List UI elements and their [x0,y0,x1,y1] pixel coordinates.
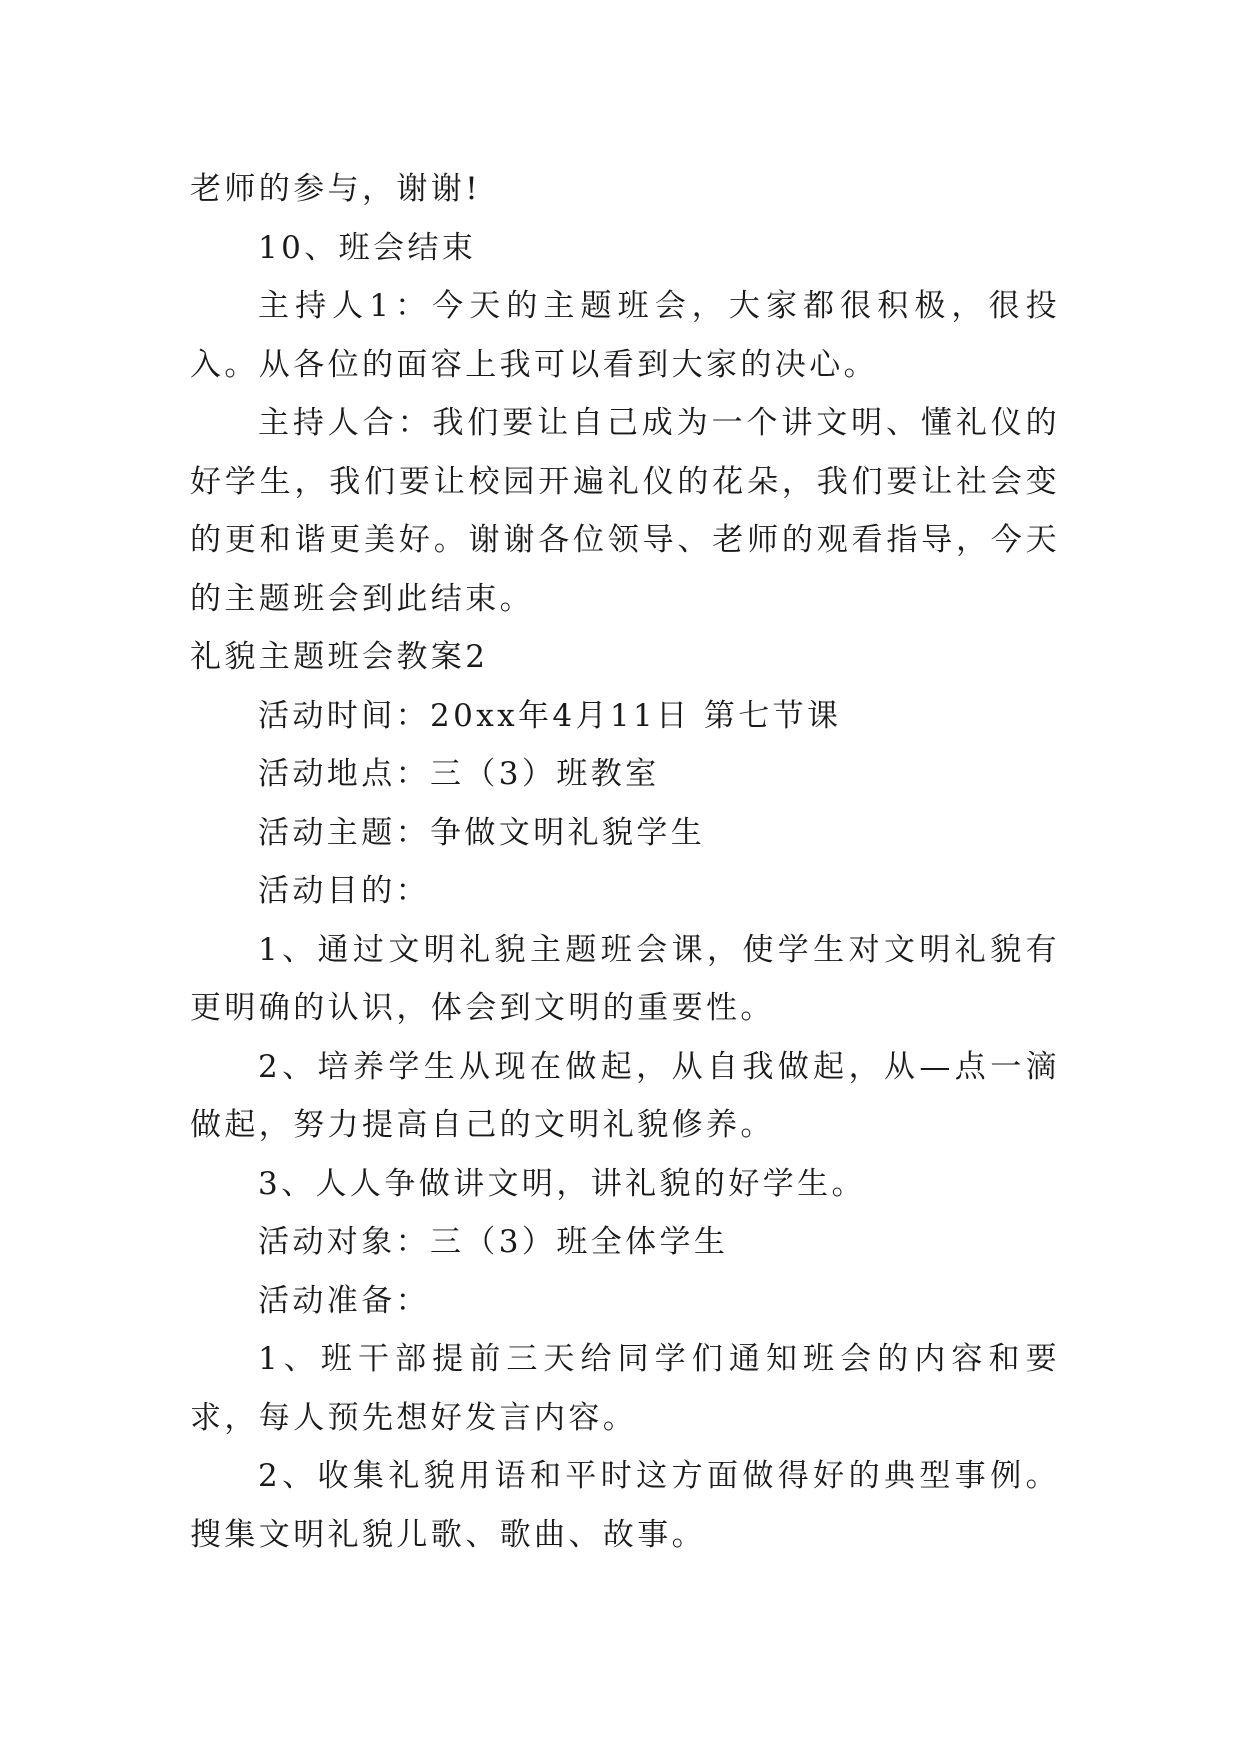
document-body [190,160,1060,1564]
activity-purpose-heading: 活动目的： [258,873,430,909]
paragraph: 老师的参与，谢谢! [190,171,482,207]
activity-preparation-heading: 活动准备： [258,1282,430,1319]
paragraph: 主持人1：今天的主题班会，大家都很积极，很投入。从各位的面容上我可以看到大家的决心。 [190,288,1060,383]
list-item: 3、人人争做讲文明，讲礼貌的好学生。 [258,1165,866,1202]
document-title: 礼貌主题班会教案2 [190,639,489,675]
activity-theme: 活动主题：争做文明礼貌学生 [258,814,706,851]
section-heading: 10、班会结束 [258,229,477,266]
activity-location: 活动地点：三（3）班教室 [258,756,660,792]
list-item: 1、通过文明礼貌主题班会课，使学生对文明礼貌有更明确的认识，体会到文明的重要性。 [190,931,1060,1026]
list-item: 1、班干部提前三天给同学们通知班会的内容和要求，每人预先想好发言内容。 [190,1341,1060,1436]
list-item: 2、收集礼貌用语和平时这方面做得好的典型事例。搜集文明礼貌儿歌、歌曲、故事。 [190,1458,1060,1553]
paragraph: 主持人合：我们要让自己成为一个讲文明、懂礼仪的好学生，我们要让校园开遍礼仪的花朵，我们要让社会变的更和谐更美好。谢谢各位领导、老师的观看指导，今天的主题班会到此结束。 [190,405,1060,617]
activity-time: 活动时间：20xx年4月11日 第七节课 [258,697,842,734]
activity-target: 活动对象：三（3）班全体学生 [258,1224,729,1260]
list-item: 2、培养学生从现在做起，从自我做起，从—点一滴做起，努力提高自己的文明礼貌修养。 [190,1048,1060,1143]
